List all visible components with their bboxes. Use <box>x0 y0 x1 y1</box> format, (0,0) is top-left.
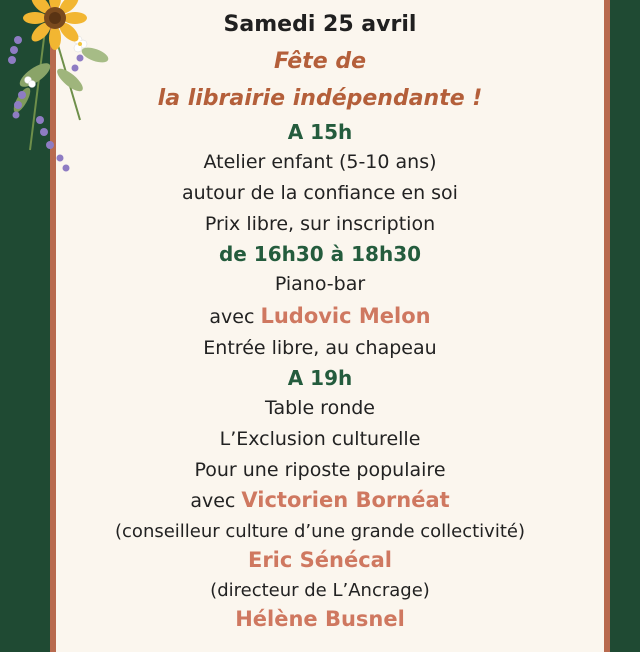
event2-line1: Piano-bar <box>274 273 366 295</box>
event3-avec: avec <box>190 490 242 512</box>
event2-with-line <box>50 306 590 327</box>
event3-time: A 19h <box>287 366 353 390</box>
event3-line1: Table ronde <box>265 397 375 419</box>
event-date: Samedi 25 avril <box>223 12 417 37</box>
event2-time: de 16h30 à 18h30 <box>218 242 422 266</box>
event3-role2: (directeur de L’Ancrage) <box>210 580 430 601</box>
event1-time: A 15h <box>287 120 353 144</box>
title-line-1: Fête de <box>273 49 366 74</box>
event3-line2: L’Exclusion culturelle <box>219 428 421 450</box>
event2-line3: Entrée libre, au chapeau <box>203 337 437 359</box>
event2-avec: avec <box>209 306 261 328</box>
event3-line3: Pour une riposte populaire <box>194 459 446 481</box>
event1-line1: Atelier enfant (5-10 ans) <box>203 151 437 173</box>
event3-speaker3: Hélène Busnel <box>235 607 405 631</box>
event1-line2: autour de la confiance en soi <box>182 182 458 204</box>
event1-line3: Prix libre, sur inscription <box>204 213 436 235</box>
event2-performer: Ludovic Melon <box>260 304 431 328</box>
event3-speaker1: Victorien Bornéat <box>241 488 450 512</box>
event3-role1: (conseilleur culture d’une grande collectivité) <box>115 521 525 542</box>
event3-speaker2: Eric Sénécal <box>247 548 393 572</box>
title-line-2: la librairie indépendante ! <box>157 86 483 111</box>
event3-with-line <box>50 490 590 511</box>
